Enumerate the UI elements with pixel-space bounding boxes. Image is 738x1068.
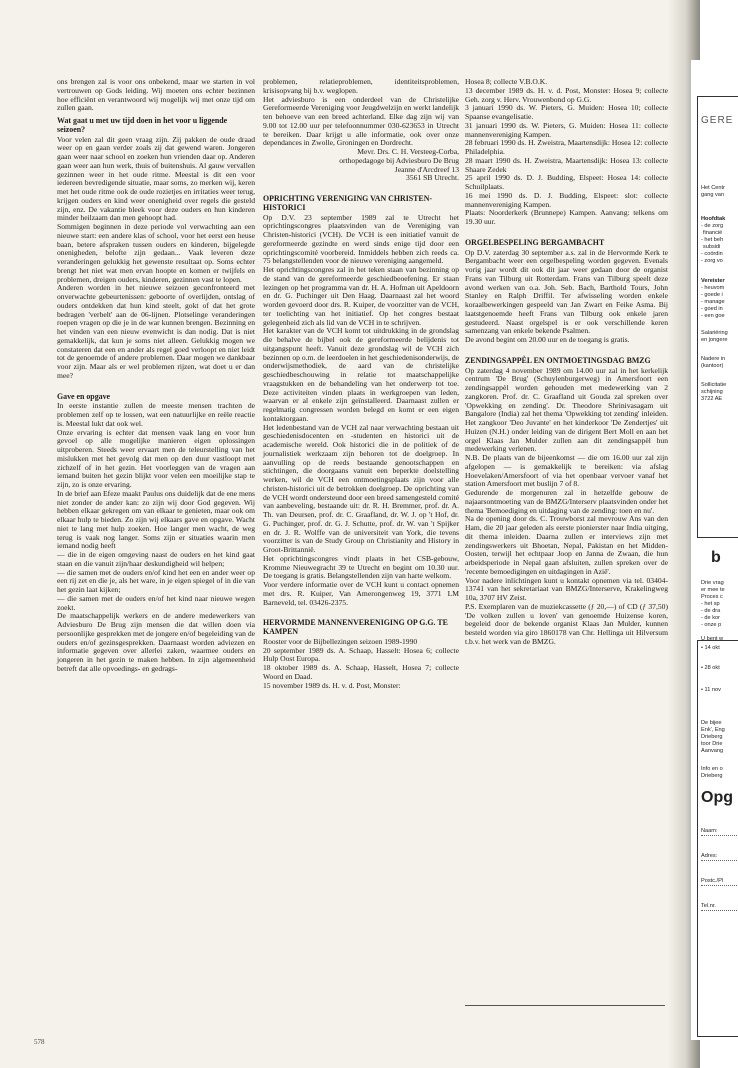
- ad-text: toor Drie: [701, 741, 723, 747]
- ad-text: - goede i: [701, 292, 723, 298]
- ad-text: Het Centr: [701, 185, 725, 191]
- schedule-item: Hosea 8; collecte V.B.O.K.: [465, 77, 548, 86]
- paragraph: De maatschappelijk werkers en de andere medewerkers van Adviesburo De Brug zijn mensen die dat willen doen via persoonlijke gesprekken met de jongere en/of begeleiding van de ouders en/of gezinsgesprekken. Daarnaast worden adviezen en informatie gegeven over allerlei zaken, waarmee ouders en jongeren in het gezin te maken hebben. In zijn algemeenheid betreft dat alle opvoedings- en gedrags-: [57, 611, 255, 673]
- signature-line: orthopedagoge bij Adviesburo De Brug: [339, 155, 459, 165]
- paragraph: Op zaterdag 4 november 1989 om 14.00 uur zal in het kerkelijk centrum 'De Brug' (Schuylenburgerweg) in Amersfoort een zendingsappèl worden gehouden met medewerking van 2 zangkoren. Prof. dr. C. Graafland uit Gouda zal spreken over 'Opwekking en zending'. Dr. Theodore Shrinivasagam uit Bangalore (India) zal het thema 'Opwekking tot zending' inleiden. Het zangkoor 'Deo Juvante' en het kinderkoor 'De Zendertjes' uit Huizen (N.H.) onder leiding van de dirigent Bert Moll en aan het orgel Klaas Jan Mulder zullen aan dit zendingsappèl hun medewerking verlenen.: [465, 365, 668, 454]
- ad-text: Drie vrag: [701, 580, 724, 586]
- coupon-field-label: Adres:: [701, 853, 718, 859]
- ad-logo-text: GERE: [701, 115, 734, 126]
- paragraph: Voor velen zal dit geen vraag zijn. Zij pakken de oude draad weer op en gaan verder zoals zij dat gewend waren. Jongeren gaan weer naar school en zoeken hun vrienden daar op. Anderen gaan weer aan hun werk, thuis of buitenshuis. Al gauw vervallen gezinnen weer in het oude ritme. Meestal is dit een voor iedereen bevredigende situatie, maar soms, zo merken wij, keren met het oude ritme ook de oude rozietjes en irritaties weer terug, krijgen ouders en kind weer onenigheid over regels die gesteld zijn, enz. De vakantie bleek voor deze ouders en hun kinderen minder heilzaam dan men gehoopt had.: [57, 134, 255, 223]
- ad-text: Drieberg: [701, 734, 723, 740]
- ad-text: Drieberg: [701, 773, 723, 779]
- coupon-field-label: Postc./Pl: [701, 878, 724, 884]
- ad-text: - zorg vo: [701, 258, 723, 264]
- section-heading: HERVORMDE MANNENVERENIGING OP G.G. TE KAMPEN: [263, 618, 448, 636]
- ad-text: (kantoor): [701, 363, 724, 369]
- ad-text: Aanvang: [701, 748, 724, 754]
- paragraph: In eerste instantie zullen de meeste mensen trachten de problemen zelf op te lossen, wat een natuurlijke en reële reactie is. Meestal lukt dat ook wel.: [57, 401, 255, 428]
- section-heading: ZENDINGSAPPÈL EN ONTMOETINGSDAG BMZG: [465, 355, 651, 365]
- coupon-field-line: [701, 835, 738, 837]
- ad-text: gang van: [701, 192, 725, 198]
- schedule-item: 31 januari 1990 ds. W. Pieters, G. Muiden: Hosea 11: collecte mannenvereniging Kampen.: [465, 120, 668, 139]
- schedule-item: 25 april 1990 ds. D. J. Budding, Elspeet: Hosea 14: collecte Schuilplaats.: [465, 173, 668, 191]
- paragraph: — die in de eigen omgeving naast de ouders en het kind gaat staan en die vanuit zijn/haar deskundigheid wil helpen;: [57, 550, 255, 568]
- paragraph: Anderen worden in het nieuwe seizoen geconfronteerd met onverwachte gebeurtenissen: geboorte of overlijden, ontslag of ouders ontdekken dat hun kind steelt, gokt of dat het grote bedragen 'verbelt' aan de 06-lijnen. Plotselinge veranderingen roepen vragen op die je in de war kunnen brengen. Bezinning en het vinden van een nieuw evenwicht is dan nodig. Dat is niet gemakkelijk, dat kun je soms niet alleen. Gelukkig mogen we constateren dat een en ander als regel goed verloopt en niet leidt tot de genoemde of andere problemen. Daar mogen we dankbaar voor zijn. Maar als er wel problemen rijzen, wat doet u er dan mee?: [57, 283, 255, 380]
- ad-text: Vereister: [701, 278, 725, 284]
- ad-text: en jongere: [701, 337, 728, 343]
- coupon-field-line: [701, 910, 738, 912]
- paragraph: Het oprichtingscongres zal in het teken staan van bezinning op de stand van de gereformeerde geschiedbeoefening. Er staan lezingen op het programma van dr. H. A. Hofman uit Apeldoorn en dr. G. Puchinger uit Den Haag. Daarnaast zal het woord worden gevoerd door drs. R. Kuiper, de voorzitter van de VCH, ter toelichting van het initiatief. Op het congres bestaat gelegenheid zich als lid van de VCH in te schrijven.: [263, 265, 459, 327]
- ad-box-bottom: [697, 640, 738, 1037]
- spacer: [57, 381, 255, 389]
- ad-text: - manage: [701, 299, 725, 305]
- ad-text: U bent w: [701, 636, 724, 642]
- schedule-item: 28 maart 1990 ds. H. Zweistra, Maartensdijk: Hosea 13: collecte Shaare Zedek: [465, 155, 668, 174]
- paragraph: Rooster voor de Bijbellezingen seizoen 1989-1990: [263, 636, 418, 646]
- ad-text: - het beh: [701, 237, 724, 243]
- ad-text: Info en o: [701, 766, 723, 772]
- paragraph: Voor verdere informatie over de VCH kunt u contact opnemen met drs. R. Kuiper, Van Amerongenweg 19, 3771 LM Barneveld, tel. 03426-2375.: [263, 580, 459, 607]
- schedule-item: 28 februari 1990 ds. H. Zweistra, Maartensdijk: Hosea 12: collecte Philadelphia.: [465, 138, 668, 156]
- column-2: [263, 78, 459, 690]
- signature-line: Jeanne d'Arcdreef 13: [394, 164, 459, 174]
- ad-text: - coördin: [701, 251, 723, 257]
- paragraph: ons brengen zal is voor ons onbekend, maar we starten in vol vertrouwen op Gods leiding. Wij moeten ons echter bezinnen hoe efficiënt en verantwoord wij mogelijk wij met onze tijd om zullen gaan.: [57, 77, 255, 113]
- paragraph: Gedurende de morgenuren zal in hetzelfde gebouw de najaarsontmoeting van de BMZG/Interserv plaatsvinden onder het thema 'Bemoediging en uitdaging van de zending: toen en nu'.: [465, 488, 668, 515]
- ad-text: - de dra: [701, 608, 721, 614]
- paragraph: 20 september 1989 ds. A. Schaap, Hasselt: Hosea 6; collecte Hulp Oost Europa.: [263, 645, 459, 664]
- paragraph: Het oprichtingscongres vindt plaats in het CSB-gebouw, Kromme Nieuwegracht 39 te Utrecht en begint om 10.30 uur. De toegang is gratis. Belangstellenden zijn van harte welkom.: [263, 553, 459, 581]
- column-divider: [465, 1005, 665, 1006]
- paragraph: Na de opening door ds. C. Trouwborst zal mevrouw Ans van den Ham, die 20 jaar geleden als eerste pionierster naar India uitging, dit thema inleiden. Daarna zullen er interviews zijn met zendingswerkers uit Bhoetan, Nepal, Pakistan en het Midden-Oosten, terwijl het echtpaar Joop en Janna de Zwaan, die hun arbeidsperiode in Nepal gaan afsluiten, zullen spreken over de 'recente bemoedigingen en uitdagingen in Azië'.: [465, 514, 668, 576]
- paragraph: Voor nadere inlichtingen kunt u kontakt opnemen via tel. 03404-13741 van het sekretariaat van BMZG/Interserve, Krakelingweg 10a, 3707 HV Zeist.: [465, 575, 668, 602]
- ad-text: - het sp: [701, 601, 720, 607]
- signature-line: 3561 SB Utrecht.: [406, 173, 459, 183]
- ad-text: Nadere in: [701, 356, 726, 362]
- coupon-field-label: Naam:: [701, 828, 718, 834]
- ad-text: - een goe: [701, 313, 725, 319]
- paragraph: N.B. De plaats van de bijeenkomst — die om 16.00 uur zal zijn afgelopen — is gemakkelijk te bereiken: via afslag Hoevelaken/Amersfoort of via het openbaar vervoer vanaf het station Amersfoort met buslijn 7 of 8.: [465, 453, 668, 489]
- paragraph: De avond begint om 20.00 uur en de toegang is gratis.: [465, 335, 630, 344]
- ad-text: Hoofdtak: [701, 216, 726, 222]
- coupon-field-label: Tel.nr.: [701, 903, 716, 909]
- ad-text: - heuvom: [701, 285, 725, 291]
- paragraph: Sommigen beginnen in deze periode vol verwachting aan een nieuwe start: een andere klas of school, voor het eerst een heuse baan, betere afspraken tussen ouders en kinderen, bijgelegde onenigheden, belofte zijn gedaan... Vaak leveren deze veranderingen gelukkig het gewenste resultaat op. Soms echter brengt het niet wat men ervan hoopte en komen er twijfels en problemen, dreigen ouders, kinderen, gezinnen vast te lopen.: [57, 222, 255, 284]
- ad-text: • 28 okt: [701, 665, 720, 671]
- section-heading: OPRICHTING VERENIGING VAN CHRISTEN-HISTORICI: [263, 194, 433, 212]
- ad-headline-letter: b: [711, 549, 721, 566]
- column-1: [57, 78, 255, 674]
- schedule-item: 16 mei 1990 ds. D. J. Budding, Elspeet: slot: collecte mannenvereniging Kampen.: [465, 190, 668, 209]
- adjacent-page-strip: [690, 60, 738, 1040]
- column-3: [465, 78, 668, 647]
- paragraph: — die samen met de ouders en/of het kind naar nieuwe wegen zoekt.: [57, 593, 255, 612]
- ad-text: schijning: [701, 389, 723, 395]
- ad-text: - de kor: [701, 615, 720, 621]
- ad-text: 3722 AE: [701, 396, 723, 402]
- ad-text: - goed in: [701, 306, 723, 312]
- spacer: [465, 345, 668, 353]
- paragraph: 15 november 1989 ds. H. v. d. Post, Monster:: [263, 680, 401, 690]
- coupon-field-line: [701, 885, 738, 887]
- paragraph: Het ledenbestand van de VCH zal naar verwachting bestaan uit geschiedenisdocenten en -studenten en historici uit de academische wereld. Ook historici die in de politiek of de journalistiek werkzaam zijn behoren tot de doelgroep. In aanvulling op de reeds bestaande genootschappen en stichtingen, die doorgaans vanuit een beperkte doelstelling werken, wil de VCH een ontmoetingsplaats zijn voor alle christen-historici uit de betrokken doelgroep. De oprichting van de VCH wordt ondersteund door een breed samengesteld comité van aanbeveling, bestaande uit: dr. R. H. Bremmer, prof. dr. A. Th. van Deursen, prof. dr. C. Graafland, dr. W. J. op 't Hof, dr. G. Puchinger, prof. dr. G. J. Schutte, prof. dr. W. van 't Spijker en dr. J. R. Wolffe van de universiteit van York, die tevens voorzitter is van de Study Group on Christianity and History in Groot-Brittannië.: [263, 422, 459, 554]
- section-heading: Wat gaat u met uw tijd doen in het voor u liggende seizoen?: [57, 116, 228, 134]
- coupon-field-line: [701, 860, 738, 862]
- schedule-item: 3 januari 1990 ds. W. Pieters, G. Muiden: Hosea 10; collecte Spaanse evangelisatie.: [465, 103, 668, 121]
- signature-line: Mevr. Drs. C. H. Versteeg-Corba,: [357, 147, 459, 156]
- page-number: 578: [34, 1038, 45, 1046]
- section-heading: ORGELBESPELING BERGAMBACHT: [465, 237, 605, 247]
- ad-text: • 11 nov: [701, 687, 721, 693]
- ad-text: - onze p: [701, 622, 722, 628]
- paragraph: 18 oktober 1989 ds. A. Schaap, Hasselt, Hosea 7; collecte Woord en Daad.: [263, 663, 459, 681]
- ad-text: - de zorg: [701, 223, 724, 229]
- ad-text: Proces c: [701, 594, 723, 600]
- ad-text: De bijee: [701, 720, 722, 726]
- paragraph: Het adviesburo is een onderdeel van de Christelijke Gereformeerde Vereniging voor Jeugdwelzijn en werkt landelijk ten behoeve van een breed achterland. Elke dag zijn wij van 9.00 tot 12.00 uur per telefoonnummer 030-623653 in Utrecht te bereiken. Daar krijgt u alle informatie, ook over onze dependances in Zwolle, Groningen en Dordrecht.: [263, 94, 459, 148]
- paragraph: Op D.V. 23 september 1989 zal te Utrecht het oprichtingscongres plaatsvinden van de Vereniging van Christen-historici (VCH). De VCH is een initiatief vanuit de gereformeerde gezindte en werd sinds enige tijd door een oprichtingscomité voorbereid. Inmiddels hebben zich reeds ca. 75 belangstellenden voor de nieuwe vereniging aangemeld.: [263, 212, 459, 266]
- paragraph: problemen, relatieproblemen, identiteitsproblemen, krisisopvang bij b.v. weglopen.: [263, 77, 459, 95]
- ad-text: Sollicitatie: [701, 382, 727, 388]
- section-heading: Gave en opgave: [57, 391, 111, 401]
- spacer: [263, 183, 459, 191]
- ad-text: Salariëring: [701, 330, 728, 336]
- paragraph: — die samen met de ouders en/of kind het een en ander weer op een rij zet en die je, als het ware, in je eigen spiegel of in die van het gezin laat kijken;: [57, 567, 255, 594]
- coupon-title: Opg: [701, 789, 733, 806]
- paragraph: Plaats: Noorderkerk (Brunnepe) Kampen. Aanvang: telkens om 19.30 uur.: [465, 208, 668, 226]
- spacer: [263, 607, 459, 615]
- ad-text: • 14 okt: [701, 645, 720, 651]
- schedule-item: 13 december 1989 ds. H. v. d. Post, Monster: Hosea 9; collecte Geh. zorg v. Herv. Vrouwenbond op G.G.: [465, 85, 668, 104]
- ad-text: er mee te: [701, 587, 725, 593]
- spacer: [465, 227, 668, 235]
- ad-text: subsidi: [703, 244, 721, 250]
- ad-text: financië: [703, 230, 723, 236]
- paragraph: P.S. Exemplaren van de muziekcassette (ƒ 20,—) of CD (ƒ 37,50) 'De volken zullen u loven' van genoemde Huizense koren, begeleid door de bekende organist Klaas Jan Mulder, kunnen besteld worden via giro 1860178 van Chr. Hellinga uit Hilversum t.b.v. het werk van de BMZG.: [465, 601, 668, 646]
- paragraph: Onze ervaring is echter dat mensen vaak lang en voor hun gevoel op alle mogelijke manieren eigen oplossingen uitproberen. Steeds weer ervaart men de teleurstelling van het mislukken met het gevolg dat men op den duur vastloopt met zichzelf of in het gezin. Het voorleggen van de vragen aan iemand buiten het gezin blijkt voor velen een moeilijke stap te zijn, zo is onze ervaring.: [57, 427, 255, 489]
- paragraph: Op D.V. zaterdag 30 september a.s. zal in de Hervormde Kerk te Bergambacht weer een orgelbespeling worden gegeven. Evenals vorig jaar wordt dit ook dit jaar weer gedaan door de organist Frans van Tilburg uit Rotterdam. Frans van Tilburg speelt deze avond werken van o.a. Joh. Seb. Bach, Barthold Tours, John Stanley en Ralph Driffil. Ter afwisseling worden enkele koraalbewerkingen gespeeld van Jan Zwart en Feike Asma. Bij laatstgenoemde heeft Frans van Tilburg ook enkele jaren gestudeerd. Naast orgelspel is er ook verschillende keren samenzang van enkele bekende Psalmen.: [465, 247, 668, 336]
- paragraph: Het karakter van de VCH komt tot uitdrukking in de grondslag die behalve de bijbel ook de gereformeerde belijdenis tot uitgangspunt heeft. Vanuit deze grondslag wil de VCH zich bezinnen op o.m. de leerdoelen in het geschiedenisonderwijs, de onderwijsmethodiek, de aard van de christelijke geschiedbeschouwing in relatie tot maatschappelijke vraagstukken en de behandeling van het onderwerp tot toe. Deze activiteiten vinden plaats in werkgroepen van leden, waarvan er al enkele zijn geïnstalleerd. Daarnaast zullen er regelmatig congressen worden belegd en komt er een eigen kontaktorgaan.: [263, 326, 459, 423]
- paragraph: In de brief aan Efeze maakt Paulus ons duidelijk dat de ene mens niet zonder de ander kan: zo zijn wij door God gegeven. Wij hebben elkaar gekregen om van elkaar te genieten, maar ook om elkaar hulp te bieden. Zo zijn wij elkaars gave en opgave. Wacht niet te lang met hulp zoeken. Hoe langer men wacht, de weg terug is vaak nog langer. Soms zijn er situaties waarin men iemand nodig heeft: [57, 488, 255, 551]
- ad-text: Enk', Eng: [701, 727, 725, 733]
